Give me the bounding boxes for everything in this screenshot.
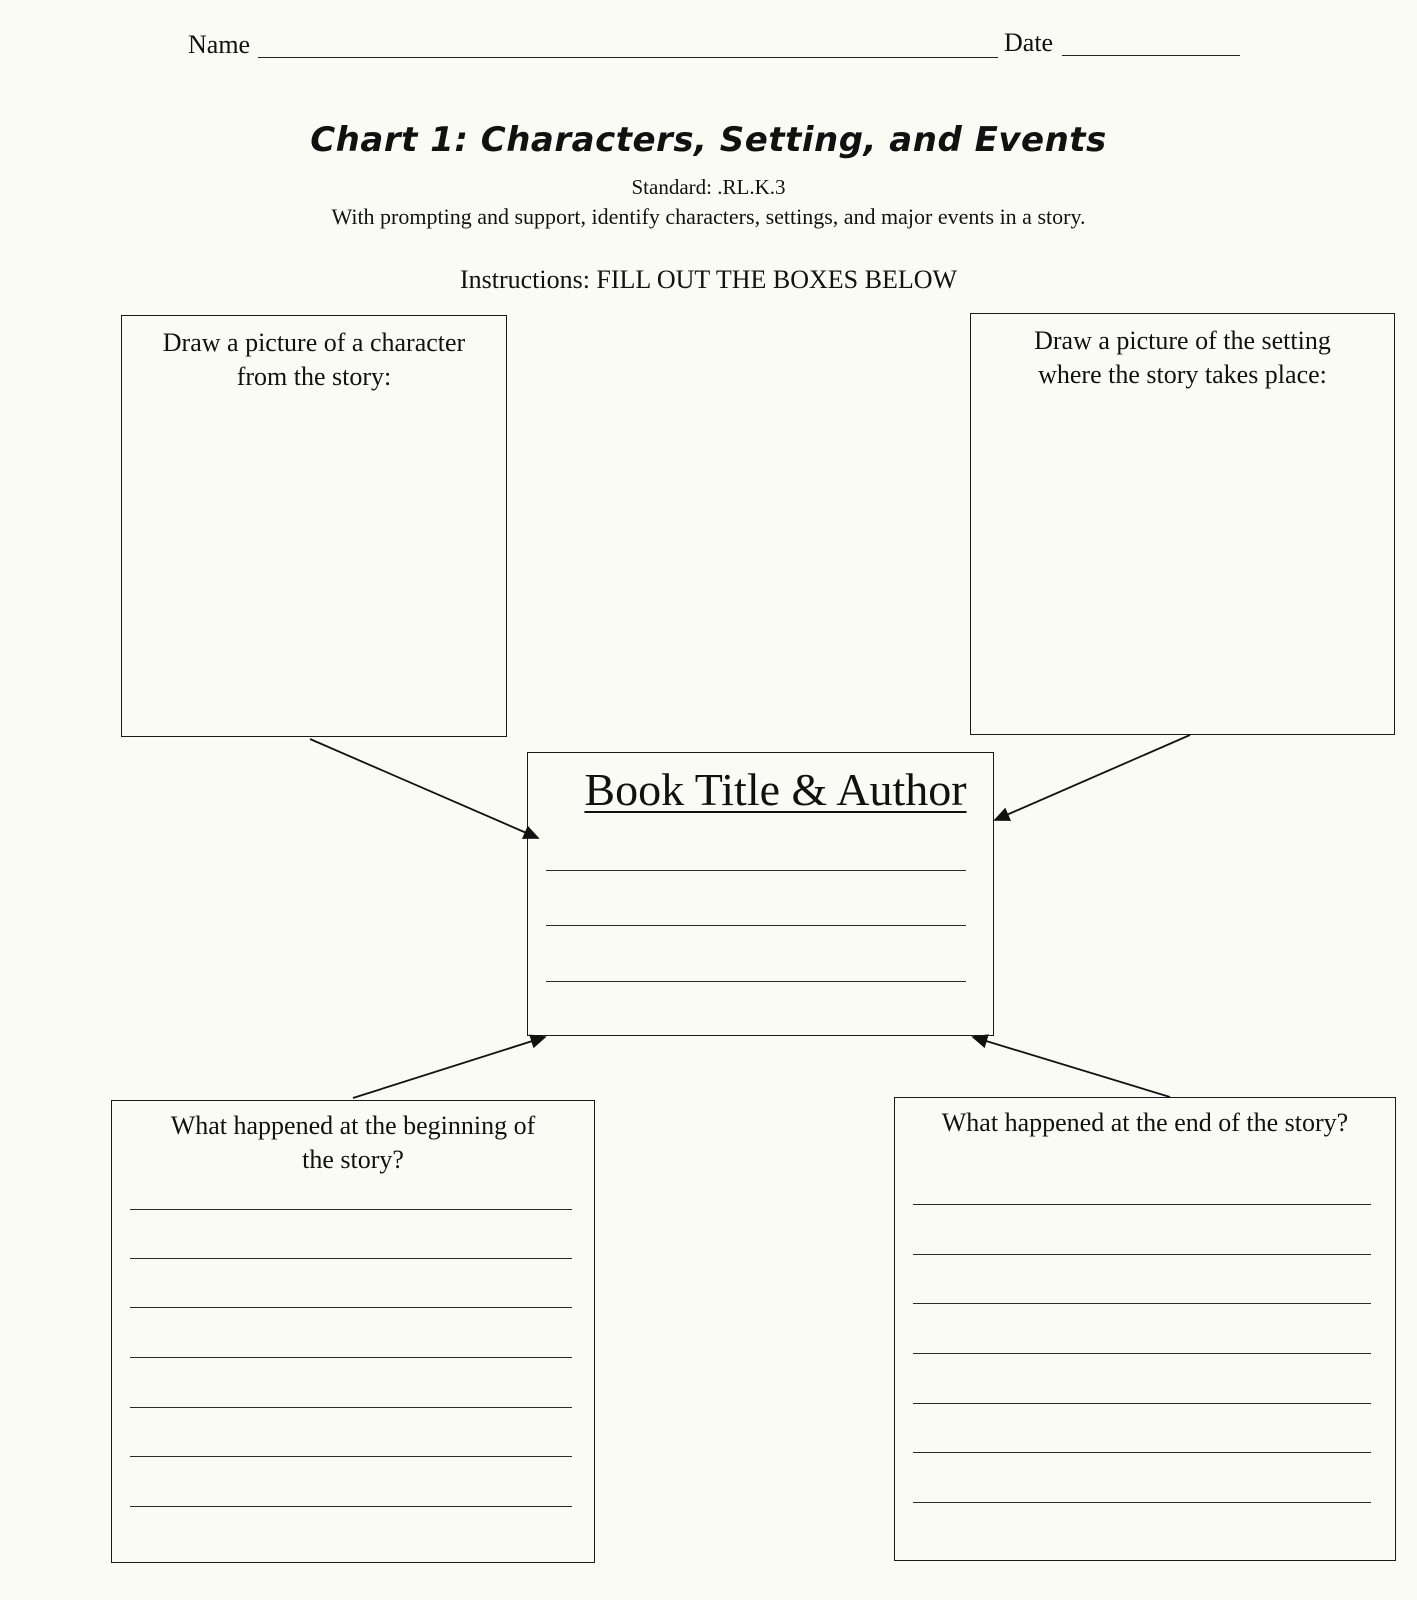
date-label: Date <box>1004 28 1054 57</box>
chart-title: Chart 1: Characters, Setting, and Events <box>310 120 1107 160</box>
name-field[interactable] <box>258 57 998 58</box>
beginning-line[interactable] <box>130 1456 572 1457</box>
beginning-prompt-line1: What happened at the beginning of <box>170 1111 536 1140</box>
arrow-setting-to-book <box>995 735 1190 820</box>
end-prompt: What happened at the end of the story? <box>941 1108 1349 1137</box>
arrow-beginning-to-book <box>353 1037 545 1098</box>
beginning-prompt <box>112 1101 594 1177</box>
end-line[interactable] <box>913 1204 1371 1205</box>
character-prompt-line2: from the story: <box>236 362 392 391</box>
name-label: Name <box>188 30 251 59</box>
end-box <box>894 1097 1396 1561</box>
end-line[interactable] <box>913 1254 1371 1255</box>
instructions: Instructions: FILL OUT THE BOXES BELOW <box>459 265 958 294</box>
setting-prompt <box>971 314 1394 392</box>
end-line[interactable] <box>913 1353 1371 1354</box>
book-line[interactable] <box>546 981 966 982</box>
character-drawing-box[interactable] <box>121 315 507 737</box>
beginning-line[interactable] <box>130 1357 572 1358</box>
book-line[interactable] <box>546 925 966 926</box>
beginning-line[interactable] <box>130 1258 572 1259</box>
arrow-character-to-book <box>310 739 538 838</box>
standard-code: Standard: .RL.K.3 <box>631 175 786 199</box>
character-prompt <box>122 316 506 394</box>
book-line[interactable] <box>546 870 966 871</box>
end-line[interactable] <box>913 1303 1371 1304</box>
beginning-prompt-line2: the story? <box>302 1145 404 1174</box>
setting-prompt-line1: Draw a picture of the setting <box>1034 326 1331 355</box>
beginning-line[interactable] <box>130 1209 572 1210</box>
setting-drawing-box[interactable] <box>970 313 1395 735</box>
beginning-line[interactable] <box>130 1506 572 1507</box>
arrow-end-to-book <box>973 1037 1170 1097</box>
end-line[interactable] <box>913 1502 1371 1503</box>
book-title-author-heading: Book Title & Author <box>584 764 967 815</box>
beginning-line[interactable] <box>130 1307 572 1308</box>
setting-prompt-line2: where the story takes place: <box>1038 360 1327 389</box>
book-title-author-box <box>527 752 994 1036</box>
end-line[interactable] <box>913 1403 1371 1404</box>
character-prompt-line1: Draw a picture of a character <box>162 328 466 357</box>
beginning-line[interactable] <box>130 1407 572 1408</box>
standard-description: With prompting and support, identify characters, settings, and major events in a story. <box>331 204 1086 229</box>
end-line[interactable] <box>913 1452 1371 1453</box>
date-field[interactable] <box>1062 55 1240 56</box>
beginning-box <box>111 1100 595 1563</box>
